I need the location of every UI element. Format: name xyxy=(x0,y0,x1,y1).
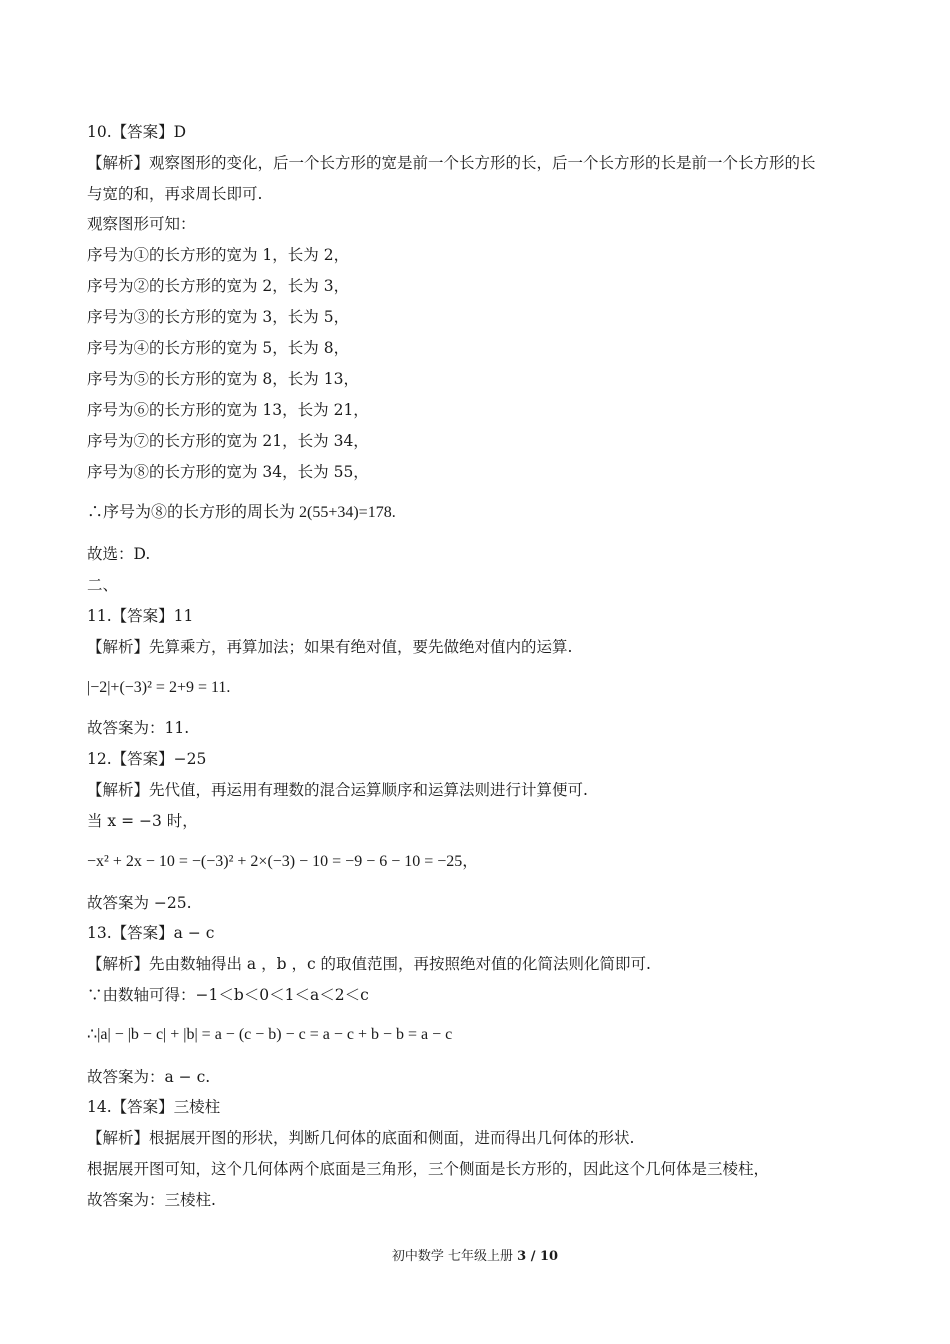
q12-analysis: 【解析】先代值，再运用有理数的混合运算顺序和运算法则进行计算便可. xyxy=(87,781,588,799)
q10-analysis: 【解析】观察图形的变化，后一个长方形的宽是前一个长方形的长，后一个长方形的长是前一个长方形的长 xyxy=(87,154,816,172)
q10-analysis-cont: 与宽的和，再求周长即可. xyxy=(87,185,263,203)
q14-conclusion: 故答案为：三棱柱. xyxy=(87,1191,216,1209)
q10-step-2: 序号为②的长方形的宽为 2，长为 3， xyxy=(87,277,350,295)
q13-because: ∵由数轴可得：−1＜b＜0＜1＜a＜2＜c xyxy=(87,986,369,1004)
q12-conclusion: 故答案为 −25. xyxy=(87,894,192,912)
q11-conclusion: 故答案为：11. xyxy=(87,719,190,737)
q14-answer: 14.【答案】三棱柱 xyxy=(87,1098,221,1116)
footer-subject: 初中数学 七年级上册 xyxy=(391,1249,514,1264)
footer-page-separator: / xyxy=(526,1249,541,1264)
q14-analysis: 【解析】根据展开图的形状，判断几何体的底面和侧面，进而得出几何体的形状. xyxy=(87,1129,635,1147)
q10-step-6: 序号为⑥的长方形的宽为 13，长为 21， xyxy=(87,401,369,419)
footer-page-total: 10 xyxy=(540,1249,559,1264)
q10-choice: 故选：D. xyxy=(87,545,151,563)
q10-step-7: 序号为⑦的长方形的宽为 21，长为 34， xyxy=(87,432,369,450)
q10-step-4: 序号为④的长方形的宽为 5，长为 8， xyxy=(87,339,350,357)
q10-step-1: 序号为①的长方形的宽为 1，长为 2， xyxy=(87,246,350,264)
page-footer xyxy=(0,1245,950,1264)
q13-conclusion: 故答案为：a − c. xyxy=(87,1068,211,1086)
q12-condition: 当 x = −3 时， xyxy=(87,812,198,830)
q10-step-5: 序号为⑤的长方形的宽为 8，长为 13， xyxy=(87,370,359,388)
q13-analysis: 【解析】先由数轴得出 a ，b ，c 的取值范围，再按照绝对值的化简法则化简即可. xyxy=(87,955,651,973)
q10-perimeter: ∴序号为⑧的长方形的周长为 2(55+34)=178. xyxy=(87,504,396,521)
q11-calculation: |−2|+(−3)² = 2+9 = 11. xyxy=(87,679,231,696)
section-two-heading: 二、 xyxy=(87,576,119,594)
q10-step-8: 序号为⑧的长方形的宽为 34，长为 55， xyxy=(87,463,369,481)
q12-answer: 12.【答案】−25 xyxy=(87,750,207,768)
footer-page-current: 3 xyxy=(517,1249,527,1264)
q13-calculation: ∴|a| − |b − c| + |b| = a − (c − b) − c = a − c + b − b = a − c xyxy=(87,1026,453,1043)
q12-calculation: −x² + 2x − 10 = −(−3)² + 2×(−3) − 10 = −9 − 6 − 10 = −25， xyxy=(87,853,479,870)
q14-reasoning: 根据展开图可知，这个几何体两个底面是三角形，三个侧面是长方形的，因此这个几何体是三棱柱， xyxy=(87,1160,770,1178)
q10-step-3: 序号为③的长方形的宽为 3，长为 5， xyxy=(87,308,350,326)
q11-answer: 11.【答案】11 xyxy=(87,607,194,625)
q10-observe: 观察图形可知： xyxy=(87,215,196,233)
q11-analysis: 【解析】先算乘方，再算加法；如果有绝对值，要先做绝对值内的运算. xyxy=(87,638,573,656)
q13-answer: 13.【答案】a − c xyxy=(87,924,215,942)
q10-answer: 10.【答案】D xyxy=(87,123,187,141)
